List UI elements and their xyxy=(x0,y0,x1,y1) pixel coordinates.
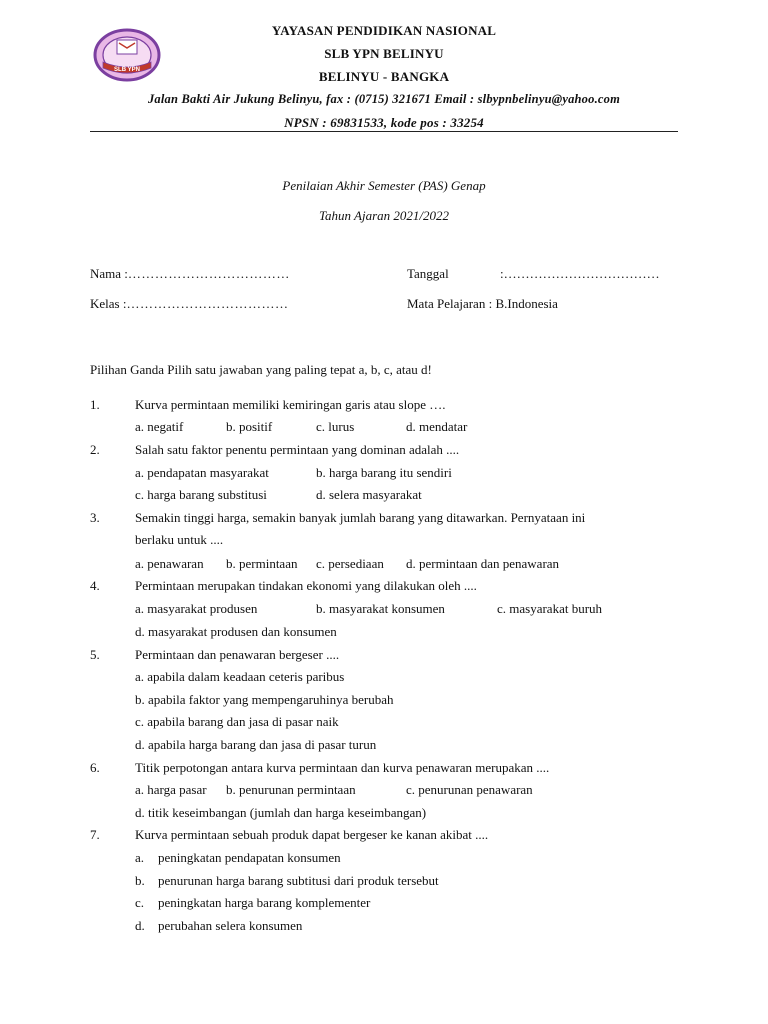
header-divider xyxy=(90,131,678,132)
q4-number: 4. xyxy=(90,578,100,593)
q2-option-c: c. harga barang substitusi xyxy=(135,487,267,502)
q7-option-a: peningkatan pendapatan konsumen xyxy=(158,850,341,865)
exam-year: Tahun Ajaran 2021/2022 xyxy=(318,208,450,223)
q1-option-b: b. positif xyxy=(226,419,273,434)
q3-option-d: d. permintaan dan penawaran xyxy=(406,556,560,571)
q1-text: Kurva permintaan memiliki kemiringan garis atau slope …. xyxy=(135,397,446,412)
q6-option-c: c. penurunan penawaran xyxy=(406,782,533,797)
q3-text-line2: berlaku untuk .... xyxy=(135,532,224,547)
q7-option-b-letter: b. xyxy=(135,873,145,888)
mapel-label: Mata Pelajaran : xyxy=(407,296,493,311)
q4-option-a: a. masyarakat produsen xyxy=(135,601,258,616)
q5-text: Permintaan dan penawaran bergeser .... xyxy=(135,647,340,662)
q6-option-b: b. penurunan permintaan xyxy=(226,782,356,797)
q4-option-d: d. masyarakat produsen dan konsumen xyxy=(135,624,337,639)
q6-option-d: d. titik keseimbangan (jumlah dan harga keseimbangan) xyxy=(135,805,427,820)
exam-title: Penilaian Akhir Semester (PAS) Genap xyxy=(282,178,486,193)
q7-option-a-letter: a. xyxy=(135,850,145,865)
q5-option-c: c. apabila barang dan jasa di pasar naik xyxy=(135,714,339,729)
q7-text: Kurva permintaan sebuah produk dapat bergeser ke kanan akibat .... xyxy=(135,827,489,842)
school-npsn: NPSN : 69831533, kode pos : 33254 xyxy=(284,115,484,130)
q3-option-b: b. permintaan xyxy=(226,556,298,571)
q2-option-a: a. pendapatan masyarakat xyxy=(135,465,269,480)
school-city: BELINYU - BANGKA xyxy=(318,69,450,84)
q6-number: 6. xyxy=(90,760,100,775)
nama-dots: ……………………………… xyxy=(127,266,290,281)
q7-option-c: peningkatan harga barang komplementer xyxy=(158,895,371,910)
kelas-label: Kelas : xyxy=(90,296,127,311)
tanggal-dots: :……………………………… xyxy=(500,266,660,281)
q4-text: Permintaan merupakan tindakan ekonomi yang dilakukan oleh .... xyxy=(135,578,477,593)
school-name: SLB YPN BELINYU xyxy=(324,46,444,61)
q5-option-b: b. apabila faktor yang mempengaruhinya berubah xyxy=(135,692,394,707)
q3-option-a: a. penawaran xyxy=(135,556,204,571)
q2-option-d: d. selera masyarakat xyxy=(316,487,422,502)
q4-option-b: b. masyarakat konsumen xyxy=(316,601,445,616)
q7-option-d-letter: d. xyxy=(135,918,145,933)
q7-number: 7. xyxy=(90,827,100,842)
q2-number: 2. xyxy=(90,442,100,457)
q7-option-c-letter: c. xyxy=(135,895,145,910)
q2-option-b: b. harga barang itu sendiri xyxy=(316,465,452,480)
q1-option-d: d. mendatar xyxy=(406,419,468,434)
q6-text: Titik perpotongan antara kurva permintaan dan kurva penawaran merupakan .... xyxy=(135,760,550,775)
q1-option-c: c. lurus xyxy=(316,419,355,434)
q5-option-d: d. apabila harga barang dan jasa di pasar turun xyxy=(135,737,377,752)
tanggal-label: Tanggal xyxy=(407,266,449,281)
nama-label: Nama : xyxy=(90,266,128,281)
q5-number: 5. xyxy=(90,647,100,662)
q1-option-a: a. negatif xyxy=(135,419,184,434)
mapel-value: B.Indonesia xyxy=(495,296,558,311)
q1-number: 1. xyxy=(90,397,100,412)
kelas-dots: ……………………………… xyxy=(126,296,289,311)
q6-option-a: a. harga pasar xyxy=(135,782,207,797)
q2-text: Salah satu faktor penentu permintaan yang dominan adalah .... xyxy=(135,442,460,457)
instructions: Pilihan Ganda Pilih satu jawaban yang paling tepat a, b, c, atau d! xyxy=(90,362,432,377)
nama-field xyxy=(90,266,290,282)
logo-text: SLB YPN xyxy=(114,67,140,73)
q3-number: 3. xyxy=(90,510,100,525)
org-name: YAYASAN PENDIDIKAN NASIONAL xyxy=(271,23,497,38)
q3-option-c: c. persediaan xyxy=(316,556,384,571)
school-address: Jalan Bakti Air Jukung Belinyu, fax : (0715) 321671 Email : slbypnbelinyu@yahoo.com xyxy=(147,92,621,106)
kelas-field xyxy=(90,296,288,312)
q3-text-line1: Semakin tinggi harga, semakin banyak jumlah barang yang ditawarkan. Pernyataan ini xyxy=(135,510,586,525)
q4-option-c: c. masyarakat buruh xyxy=(497,601,603,616)
q7-option-d: perubahan selera konsumen xyxy=(158,918,303,933)
q7-option-b: penurunan harga barang subtitusi dari produk tersebut xyxy=(158,873,439,888)
q5-option-a: a. apabila dalam keadaan ceteris paribus xyxy=(135,669,345,684)
mapel-field xyxy=(407,296,558,312)
